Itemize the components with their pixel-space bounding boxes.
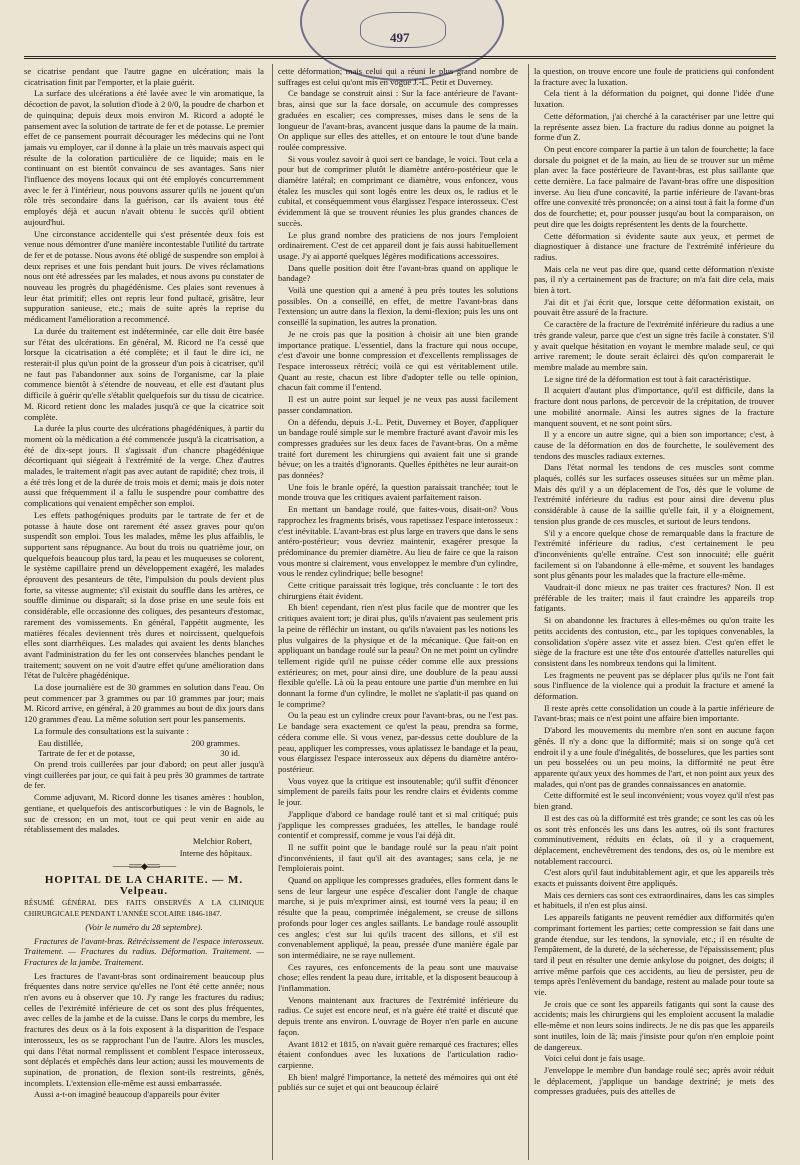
paragraph: Je ne crois pas que la position à choisir ait une bien grande importance pratique. L'essentiel, dans la fracture qui nous occupe, c'est d'avoir une bonne compression et d'excellents remplissages de l'espace interosseux rétréci; voilà ce qui est véritablement utile. Quant au reste, chacun est libre d'adopter telle ou telle opinion, chacun fait comme il l'entend. — [278, 328, 518, 393]
ingredient-name: Tartrate de fer et de potasse, — [38, 748, 135, 759]
paragraph: Il acquiert d'autant plus d'importance, qu'il est difficile, dans la fracture dont nous parlons, de percevoir de la crépitation, de trouver une mobilité anormale. Ainsi les autres signes de la fracture manquent souvent, et ne sont point sûrs. — [534, 385, 774, 428]
ingredient-name: Eau distillée, — [38, 737, 83, 748]
paragraph: Si on abandonne les fractures à elles-mêmes ou qu'on traite les petits accidents des contusion, etc., par les topiques convenables, la consolidation s'opère assez vite et assez bien. C'est qu'en effet le siège de la fracture est une tête d'os entourée d'attelles naturelles qui consistent dans les nombreux tendons qui la limitent. — [534, 615, 774, 668]
paragraph: Il ne suffit point que le bandage roulé sur la peau n'ait point d'inconvénients, il faut qu'il ait des avantages; sans cela, je ne l'emploierais point. — [278, 841, 518, 874]
paragraph: La surface des ulcérations a été lavée avec le vin aromatique, la décoction de pavot, la solution d'iode à 2 0/0, la poudre de charbon et de quinquina; depuis deux mois environ M. Ricord a adopté le pansement avec la solution de tartrate de fer et de potasse. Le premier effet de ce pansement pourrait décourager les médecins qui ne l'ont jamais vu employer, car il donne à la plaie un très mauvais aspect qui résulte de la coloration particulière de ce liquide; mais en le continuant on est bientôt convaincu de ses avantages. Sans nier l'influence des moyens locaux qui ont été employés concurremment avec le fer à l'intérieur, nous pouvons assurer qu'ils ne jouent qu'un rôle très secondaire dans la guérison, car ils avaient tous été employés déjà et aucun n'avait obtenu le succès qu'il obtient aujourd'hui. — [24, 88, 264, 227]
paragraph: Voilà une question qui a amené à peu près toutes les solutions possibles. On a conseillé, en effet, de mettre l'avant-bras dans l'extension; un autre dans la flexion, la demi-flexion; puis les uns ont conseillé la supination, les autres la pronation. — [278, 285, 518, 328]
paragraph: Cette déformation, j'ai cherché à la caractériser par une lettre qui la représente assez bien. La fracture du radius donne au poignet la forme d'un Z. — [534, 110, 774, 143]
paragraph: Dans l'état normal les tendons de ces muscles sont comme plaqués, collés sur les surfaces osseuses situées sur un même plan. Mais dès qu'il y a un déplacement de l'os, dès que le volume de l'extrémité inférieure du radius est pour ainsi dire devenu plus considérable à cause de la saillie qu'elle fait, il y a éloignement, tension plus grande de ces muscles, et surtout de leurs tendons. — [534, 462, 774, 526]
paragraph: se cicatrise pendant que l'autre gagne en ulcération; mais la cicatrisation finit par l'emporter, et la plaie guérit. — [24, 66, 264, 87]
paragraph: Les fractures de l'avant-bras sont ordinairement beaucoup plus fréquentes dans notre service qu'elles ne l'ont été cette année; nous n'en avons eu à observer que 10. J'y range les fractures du radius; celles de l'extrémité inférieure de cet os sont des plus fréquentes, avec celles de la jambe et de la cuisse. Dans le corps du membre, les fractures des deux os à la fois exposent à la disparition de l'espace interosseux, les os se rapprochant l'un de l'autre. Alors les muscles, qui dans l'état normal remplissent et comblent l'espace interosseux, sont déplacés et empêchés dans leur action; aussi les mouvements de supination, de pronation, de flexion sont-ils restreints, gênés, incomplets. L'extension elle-même est aussi embarrassée. — [24, 970, 264, 1088]
paragraph: Ce bandage se construit ainsi : Sur la face antérieure de l'avant-bras, ainsi que sur la face dorsale, on accumule des compresses graduées en escalier; ces compresses, mises dans le sens de la longueur de l'avant-bras, avancent jusque dans la paume de la main. On applique sur elles des attelles, et on entoure le tout d'une bande roulée compressive. — [278, 88, 518, 152]
column-3 — [534, 66, 774, 1161]
page-number: 497 — [390, 30, 410, 45]
paragraph: Avant 1812 et 1815, on n'avait guère remarqué ces fractures; elles étaient confondues avec les luxations de l'articulation radio-carpienne. — [278, 1038, 518, 1070]
paragraph: Il est un autre point sur lequel je ne veux pas aussi facilement passer condamnation. — [278, 394, 518, 415]
prescription-line — [24, 748, 264, 759]
paragraph: Mais cela ne veut pas dire que, quand cette déformation n'existe pas, il n'y a certainement pas de fracture; on m'a fait dire cela, mais bien à tort. — [534, 263, 774, 296]
topic-list: Fractures de l'avant-bras. Rétrécissement de l'espace interosseux. Traitement. — Fractures du radius. Déformation. Traitement. — Fractures de la jambe. Traitement. — [24, 935, 264, 967]
paragraph: Une fois le branle opéré, la question paraissait tranchée; tout le monde trouva que les critiques avaient parfaitement raison. — [278, 481, 518, 503]
paragraph: Les appareils fatigants ne peuvent remédier aux difformités qu'en comprimant fortement les parties; cette compression se fait dans une grande étendue, sur les tendons, la synoviale, etc.; il en résulte de l'empâtement, de la dureté, de la sécheresse, de l'épaississement; plus tard il peut en résulter une demie ankylose du poignet, des doigts; il arrive même parfois que ces accidents, au lieu de persister, peu de temps après l'enlèvement du bandage, restent au malade pour toute sa vie. — [534, 912, 774, 998]
paragraph: Ou la peau est un cylindre creux pour l'avant-bras, ou ne l'est pas. Le bandage sera exactement ce qu'est la peau, prendra sa forme, cédera comme elle. Si vous venez, par-dessus cette doublure de la peau, appliquer les compresses, vous aplatissez le bandage et la peau, vous élargissez l'espace interosseux aux dépens du diamètre antéro-postérieur. — [278, 710, 518, 774]
paragraph: Eh bien! malgré l'importance, la netteté des mémoires qui ont été publiés sur ce sujet et qui ont beaucoup éclairé — [278, 1071, 518, 1093]
paragraph: Il reste après cette consolidation un coude à la partie inférieure de l'avant-bras; mais ce n'est point une affaire bien importante. — [534, 702, 774, 724]
paragraph: Cette critique paraissait très logique, très concluante : le tort des chirurgiens était évident. — [278, 580, 518, 601]
section-summary: RÉSUMÉ GÉNÉRAL DES FAITS OBSERVÉS A LA CLINIQUE CHIRURGICALE PENDANT L'ANNÉE SCOLAIRE 1846-1847. — [24, 898, 264, 919]
paragraph: Quand on applique les compresses graduées, elles forment dans le sens de leur largeur une espèce d'escalier dont l'angle de chaque marche, si je puis m'exprimer ainsi, est tourné vers la peau; il en résulte que la peau, comprimée inégalement, se creuse de sillons profonds pour loger ces angles saillants. Le bandage roulé assouplit ces angles; c'est sur lui qu'ils tracent des sillons, et s'il est convenablement appliqué, la peau, pressée d'une manière égale par son intermédiaire, ne se raye nullement. — [278, 875, 518, 960]
paragraph: Mais ces derniers cas sont ces extraordinaires, dans les cas simples et habituels, il n'en est plus ainsi. — [534, 889, 774, 911]
paragraph: C'est alors qu'il faut indubitablement agir, et que les appareils très exacts et puissants doivent être appliqués. — [534, 867, 774, 889]
paragraph: J'enveloppe le membre d'un bandage roulé sec; après avoir réduit le déplacement, j'applique un bandage dextriné; je mets des compresses graduées, puis des attelles de — [534, 1064, 774, 1097]
paragraph: Ce caractère de la fracture de l'extrémité inférieure du radius a une très grande valeur, parce que c'est un signe très facile à constater. S'il y avait quelque hésitation en voyant le membre malade seul, ce qui arrive rarement; le doute serait éclairci dès qu'on comparerait le membre malade au membre sain. — [534, 319, 774, 372]
paragraph: On prend trois cuillerées par jour d'abord; on peut aller jusqu'à vingt cuillerées par jour, ce qui fait à peu près 30 grammes de tartrate de fer. — [24, 759, 264, 791]
paragraph: S'il y a encore quelque chose de remarquable dans la fracture de l'extrémité inférieure du radius, c'est certainement le peu d'inconvénients qu'elle entraîne. C'est son innocuité; elle guérit facilement si on l'abandonne à elle-même, et souvent les bandages sont plus gênants pour les malades que la fracture elle-même. — [534, 527, 774, 581]
section-separator: ——≡≡≡◆≡≡≡—— — [112, 861, 176, 872]
paragraph: J'applique d'abord ce bandage roulé tant et si mal critiqué; puis j'applique les compresses graduées, les attelles, le bandage roulé contentif et compressif, comme je vous l'ai déjà dit. — [278, 808, 518, 841]
ingredient-quantity: 30 id. — [220, 748, 240, 759]
paragraph: On a défendu, depuis J.-L. Petit, Duverney et Boyer, d'appliquer un bandage roulé simple sur le membre fracturé avant d'avoir mis les compresses graduées sur les deux faces de l'avant-bras. On a même traité fort durement les chirurgiens qui avaient fait une si grande bévue; on les a traités d'ignorants. Quelles épithètes ne leur aurait-on pas données? — [278, 416, 518, 481]
paragraph: Le plus grand nombre des praticiens de nos jours l'emploient ordinairement. C'est de cet appareil dont je fais aussi habituellement usage. J'y ai apporté quelques légères modifications accessoires. — [278, 229, 518, 261]
paragraph: Les fragments ne peuvent pas se déplacer plus qu'ils ne l'ont fait sous l'influence de la violence qui a produit la fracture et amené la déformation. — [534, 669, 774, 702]
paragraph: La durée la plus courte des ulcérations phagédéniques, à partir du moment où la médication a été commencée jusqu'à la cicatrisation, a été de dix-sept jours. Il s'agissait d'un chancre phagédénique décortiquant qui siégeait à l'extrémité de la verge. Chez d'autres malades, le traitement n'agit pas avec autant de rapidité; chez trois, il a été très long et de la durée de trois mois et demi; mais je dois noter aussi que fréquemment il a fallu le suspendre pour combattre des complications qui venaient empêcher son emploi. — [24, 423, 264, 509]
paragraph: La formule des consultations est la suivante : — [34, 725, 189, 736]
paragraph: Aussi a-t-on imaginé beaucoup d'appareils pour éviter — [34, 1089, 220, 1100]
paragraph: Il y a encore un autre signe, qui a bien son importance; c'est, à cause de la déformation en dos de fourchette, le soulèvement des tendons des muscles radiaux externes. — [534, 429, 774, 461]
paragraph: La durée du traitement est indéterminée, car elle doit être basée sur l'état des ulcérations. En général, M. Ricord ne l'a cessé que lorsque la cicatrisation a été complète; et il faut le dire ici, ne resterait-il plus qu'un point de la grosseur d'un pois à cicatriser, qu'il ne faut pas l'abandonner aux soins de l'organisme, car la plaie commence bientôt à s'étendre de nouveau, et elle est d'autant plus difficile à guérir qu'elle s'établit quelquefois sur du tissu de cicatrice. M. Ricord retient donc les malades jusqu'à ce que la cicatrice soit complète. — [24, 325, 264, 422]
paragraph: la question, on trouve encore une foule de praticiens qui confondent la fracture avec la luxation. — [534, 66, 774, 87]
paragraph: La dose journalière est de 30 grammes en solution dans l'eau. On peut commencer par 3 grammes ou par 10 grammes par jour; mais M. Ricord arrive, en général, à 20 grammes au bout de dix jours dans 120 grammes d'eau. La même solution sert pour les pansements. — [24, 682, 264, 725]
column-2 — [278, 66, 518, 1161]
paragraph: Cette déformation si évidente saute aux yeux, et permet de diagnostiquer à distance une fracture de l'extrémité inférieure du radius. — [534, 230, 774, 262]
paragraph: Si vous voulez savoir à quoi sert ce bandage, le voici. Tout cela a pour but de comprimer plutôt le diamètre antéro-postérieur que le diamètre latéral; en comprimant ce diamètre, vous enfoncez, vous étalez les muscles qui sont logés entre les deux os, le radius et le cubital, et conséquemment vous élargissez l'espace interosseux. C'est évidemment là que se trouvent réunies les plus grandes chances de succès. — [278, 153, 518, 228]
paragraph: Venons maintenant aux fractures de l'extrémité inférieure du radius. Ce sujet est encore neuf, et n'a guère été traité et discuté que depuis trente ans environ. L'ouvrage de Boyer n'en parle en aucune façon. — [278, 994, 518, 1037]
paragraph: Vous voyez que la critique est insoutenable; qu'il suffit d'énoncer simplement de pareils faits pour les rendre clairs et évidents comme le jour. — [278, 775, 518, 808]
paragraph: cette déformation; mais celui qui a réuni le plus grand nombre de suffrages est celui qu'ont mis en vogue J.-L. Petit et Duverney. — [278, 66, 518, 87]
author-role: Interne des hôpitaux. — [179, 847, 252, 858]
section-heading: HOPITAL DE LA CHARITE. — M. Velpeau. — [44, 874, 244, 897]
paragraph: Le signe tiré de la déformation est tout à fait caractéristique. — [544, 373, 751, 384]
column-divider — [272, 64, 273, 1160]
paragraph: Je crois que ce sont les appareils fatigants qui sont la cause des accidents; mais les chirurgiens qui les emploient accusent la maladie elle-même et non leurs soins indirects. Je ne dis pas que les appareils sont inutiles, loin de là; mais j'insiste pour qu'on n'en emploie point de dangereux. — [534, 998, 774, 1052]
column-divider — [528, 64, 529, 1160]
column-1 — [24, 66, 264, 1161]
header-rule — [24, 56, 776, 59]
paragraph: Cette difformité est le seul inconvénient; vous voyez qu'il n'est pas bien grand. — [534, 790, 774, 812]
paragraph: D'abord les mouvements du membre n'en sont en aucune façon gênés. Il n'y a donc que la difformité; mais si on songe qu'à cet endroit il y a une foule d'inégalités, de bosselures, que les parties sont un peu bosselées ou un peu moins, la difformité ne peut être apparente qu'aux yeux des hommes de l'art, et non point aux yeux des malades, qui n'ont pas de grandes connaissances en anatomie. — [534, 725, 774, 789]
paragraph: Dans quelle position doit être l'avant-bras quand on applique le bandage? — [278, 262, 518, 284]
paragraph: Vaudrait-il donc mieux ne pas traiter ces fractures? Non. Il est préférable de les traiter; mais il faut craindre les appareils trop fatigants. — [534, 582, 774, 614]
paragraph: Eh bien! cependant, rien n'est plus facile que de montrer que les critiques avaient tort; je dirai plus, qu'ils n'avaient pas seulement pris la peine de réfléchir un instant, ou qu'ils n'avaient pas les notions les plus vulgaires de la physique et de la mécanique. Que fait-on en appliquant un bandage roulé sur la peau? On ne met point un cylindre tellement rigide qu'il ne puisse céder comme elle aux pressions extérieures; on met, pour ainsi dire, une doublure de la peau aussi flexible qu'elle. Là où la peau entoure une partie d'un membre en lui donnant la forme d'un cylindre, le mollet ne s'aplatit-il pas quand on le comprime? — [278, 602, 518, 709]
paragraph: J'ai dit et j'ai écrit que, lorsque cette déformation existait, on pouvait être assuré de la fracture. — [534, 296, 774, 318]
paragraph: On peut encore comparer la partie à un talon de fourchette; la face dorsale du poignet et de la main, au lieu de se trouver sur un même plan avec la face postérieure de l'avant-bras, est plus saillante que cette dernière. La face palmaire de l'avant-bras offre une disposition inverse. Au lieu d'une concavité, la partie inférieure de l'avant-bras offre une convexité très prononcée; on a ainsi tout à fait la forme d'un dos de fourchette; et, pour pousser jusqu'au bout la comparaison, on peut dire que les doigts représentent les dents de la fourchette. — [534, 143, 774, 229]
paragraph: En mettant un bandage roulé, que faites-vous, disait-on? Vous rapprochez les fragments brisés, vous rapetissez l'espace interosseux : c'est inévitable. L'avant-bras est plus large en travers que dans le sens antéro-postérieur; vous devriez maintenir, exagérer presque la prédominance du premier diamètre. Au lieu de faire ce que la raison vous montre si clairement, vous enveloppez le membre d'un cylindre, vous le rendez cylindrique; belle besogne! — [278, 504, 518, 579]
paragraph: Les effets pathogéniques produits par le tartrate de fer et de potasse à haute dose ont rarement été assez graves pour qu'on suspendît son emploi. Tous les malades, même les plus affaiblis, le supportent sans répugnance. Au bout du trois ou quatrième jour, on quelquefois beaucoup plus tard, la peau et les muqueuses se colorent, le système capillaire prend un développement exagéré, les malades éprouvent des pesanteurs de tête, l'impulsion du pouls devient plus forte, sa vitesse augmente; s'il existait du souffle dans les artères, ce souffle diminue ou disparaît; si la dose prise en une seule fois est considérable, elle occasionne des coliques, des pesanteurs d'estomac, rarement des vomissements. En général, l'appétit augmente, les matières fécales deviennent très dures et noircissent, quelquefois elles sont diarrhéiques. Les malades qui avaient les dents blanches avant l'administration du fer les ont conservées blanches pendant le traitement; souvent on ne voit d'autre effet qu'une amélioration dans l'état de l'ulcère phagédénique. — [24, 509, 264, 681]
ingredient-quantity: 200 grammes. — [191, 737, 240, 748]
paragraph: Ces rayures, ces enfoncements de la peau sont une mauvaise chose; elles rendent la peau dure, irritable, et la disposent beaucoup à l'inflammation. — [278, 961, 518, 994]
cross-reference: (Voir le numéro du 28 septembre). — [85, 921, 203, 932]
prescription-line — [24, 738, 264, 749]
paragraph: Cela tient à la déformation du poignet, qui donne l'idée d'une luxation. — [534, 88, 774, 110]
paragraph: Comme adjuvant, M. Ricord donne les tisanes amères : houblon, gentiane, et quelquefois des antiscorbutiques : le vin de Bagnols, le suc de cresson; en un mot, tout ce qui peut venir en aide au rétablissement des malades. — [24, 792, 264, 835]
author-signature: Melchior Robert, — [192, 835, 252, 846]
paragraph: Une circonstance accidentelle qui s'est présentée deux fois est venue nous démontrer d'une manière incontestable l'utilité du tartrate de fer et de potasse. Nous avons été obligé de suspendre son emploi à deux reprises et une fois pendant huit jours. De vives réclamations nous ont été adressées par les malades, et nous avons pu constater de nouveau les progrès du phagédénisme. Ces plaies sont revenues à leur état primitif; elles ont repris leur fond pultacé, grisâtre, leur suppuration sanieuse, etc.; mais de suite après la reprise du médicament l'amélioration a recommencé. — [24, 228, 264, 325]
paragraph: Il est des cas où la difformité est très grande; ce sont les cas où les os sont très enfoncés les uns dans les autres, où ils sont fractures comminutivement, réduits en éclats, où il y a craquement, déplacement, enchevêtrement des tendons, des os, où le membre est notablement raccourci. — [534, 812, 774, 866]
paragraph: Voici celui dont je fais usage. — [544, 1053, 646, 1064]
